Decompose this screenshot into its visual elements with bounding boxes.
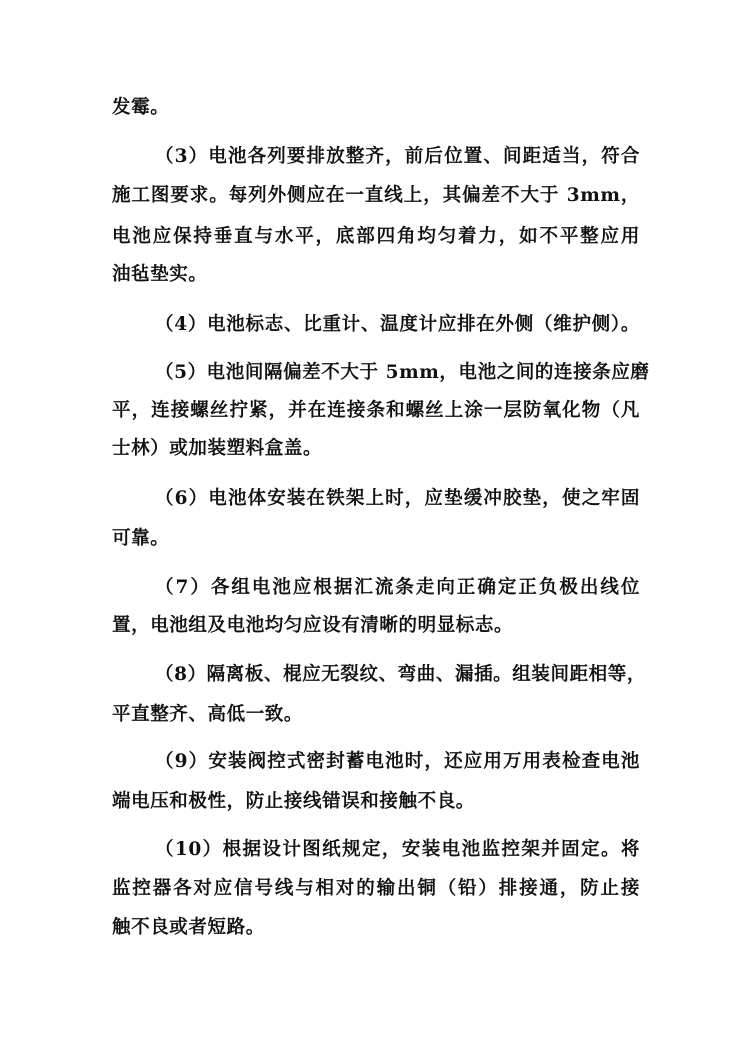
paragraph-5-line-2: 平，连接螺丝拧紧，并在连接条和螺丝上涂一层防氧化物（凡	[112, 400, 640, 421]
paragraph-3-line-1: （3）电池各列要排放整齐，前后位置、间距适当，符合	[155, 146, 640, 167]
paragraph-8-line-1: （8）隔离板、棍应无裂纹、弯曲、漏插。组装间距相等，	[155, 664, 646, 685]
paragraph-7-line-1: （7）各组电池应根据汇流条走向正确定正负极出线位	[155, 577, 640, 598]
paragraph-5-line-1: （5）电池间隔偏差不大于 5mm，电池之间的连接条应磨	[155, 362, 650, 383]
paragraph-3-line-2: 施工图要求。每列外侧应在一直线上，其偏差不大于 3mm，	[112, 185, 640, 206]
paragraph-10-line-3: 触不良或者短路。	[112, 917, 265, 938]
paragraph-8-line-2: 平直整齐、高低一致。	[112, 704, 304, 725]
paragraph-10-line-1: （10）根据设计图纸规定，安装电池监控架并固定。将	[155, 839, 640, 860]
paragraph-9-line-2: 端电压和极性，防止接线错误和接触不良。	[112, 791, 475, 812]
paragraph-4-line-1: （4）电池标志、比重计、温度计应排在外侧（维护侧）。	[155, 314, 640, 335]
paragraph-3-line-3: 电池应保持垂直与水平，底部四角均匀着力，如不平整应用	[112, 226, 640, 247]
paragraph-9-line-1: （9）安装阀控式密封蓄电池时，还应用万用表检查电池	[155, 751, 640, 772]
paragraph-3-line-4: 油毡垫实。	[112, 264, 208, 285]
text-line: 发霉。	[112, 97, 170, 118]
paragraph-6-line-2: 可靠。	[112, 528, 170, 549]
paragraph-5-line-3: 士林）或加装塑料盒盖。	[112, 438, 323, 459]
paragraph-10-line-2: 监控器各对应信号线与相对的输出铜（铅）排接通，防止接	[112, 878, 640, 899]
paragraph-7-line-2: 置，电池组及电池均匀应设有清晰的明显标志。	[112, 615, 514, 636]
paragraph-6-line-1: （6）电池体安装在铁架上时，应垫缓冲胶垫，使之牢固	[155, 488, 640, 509]
